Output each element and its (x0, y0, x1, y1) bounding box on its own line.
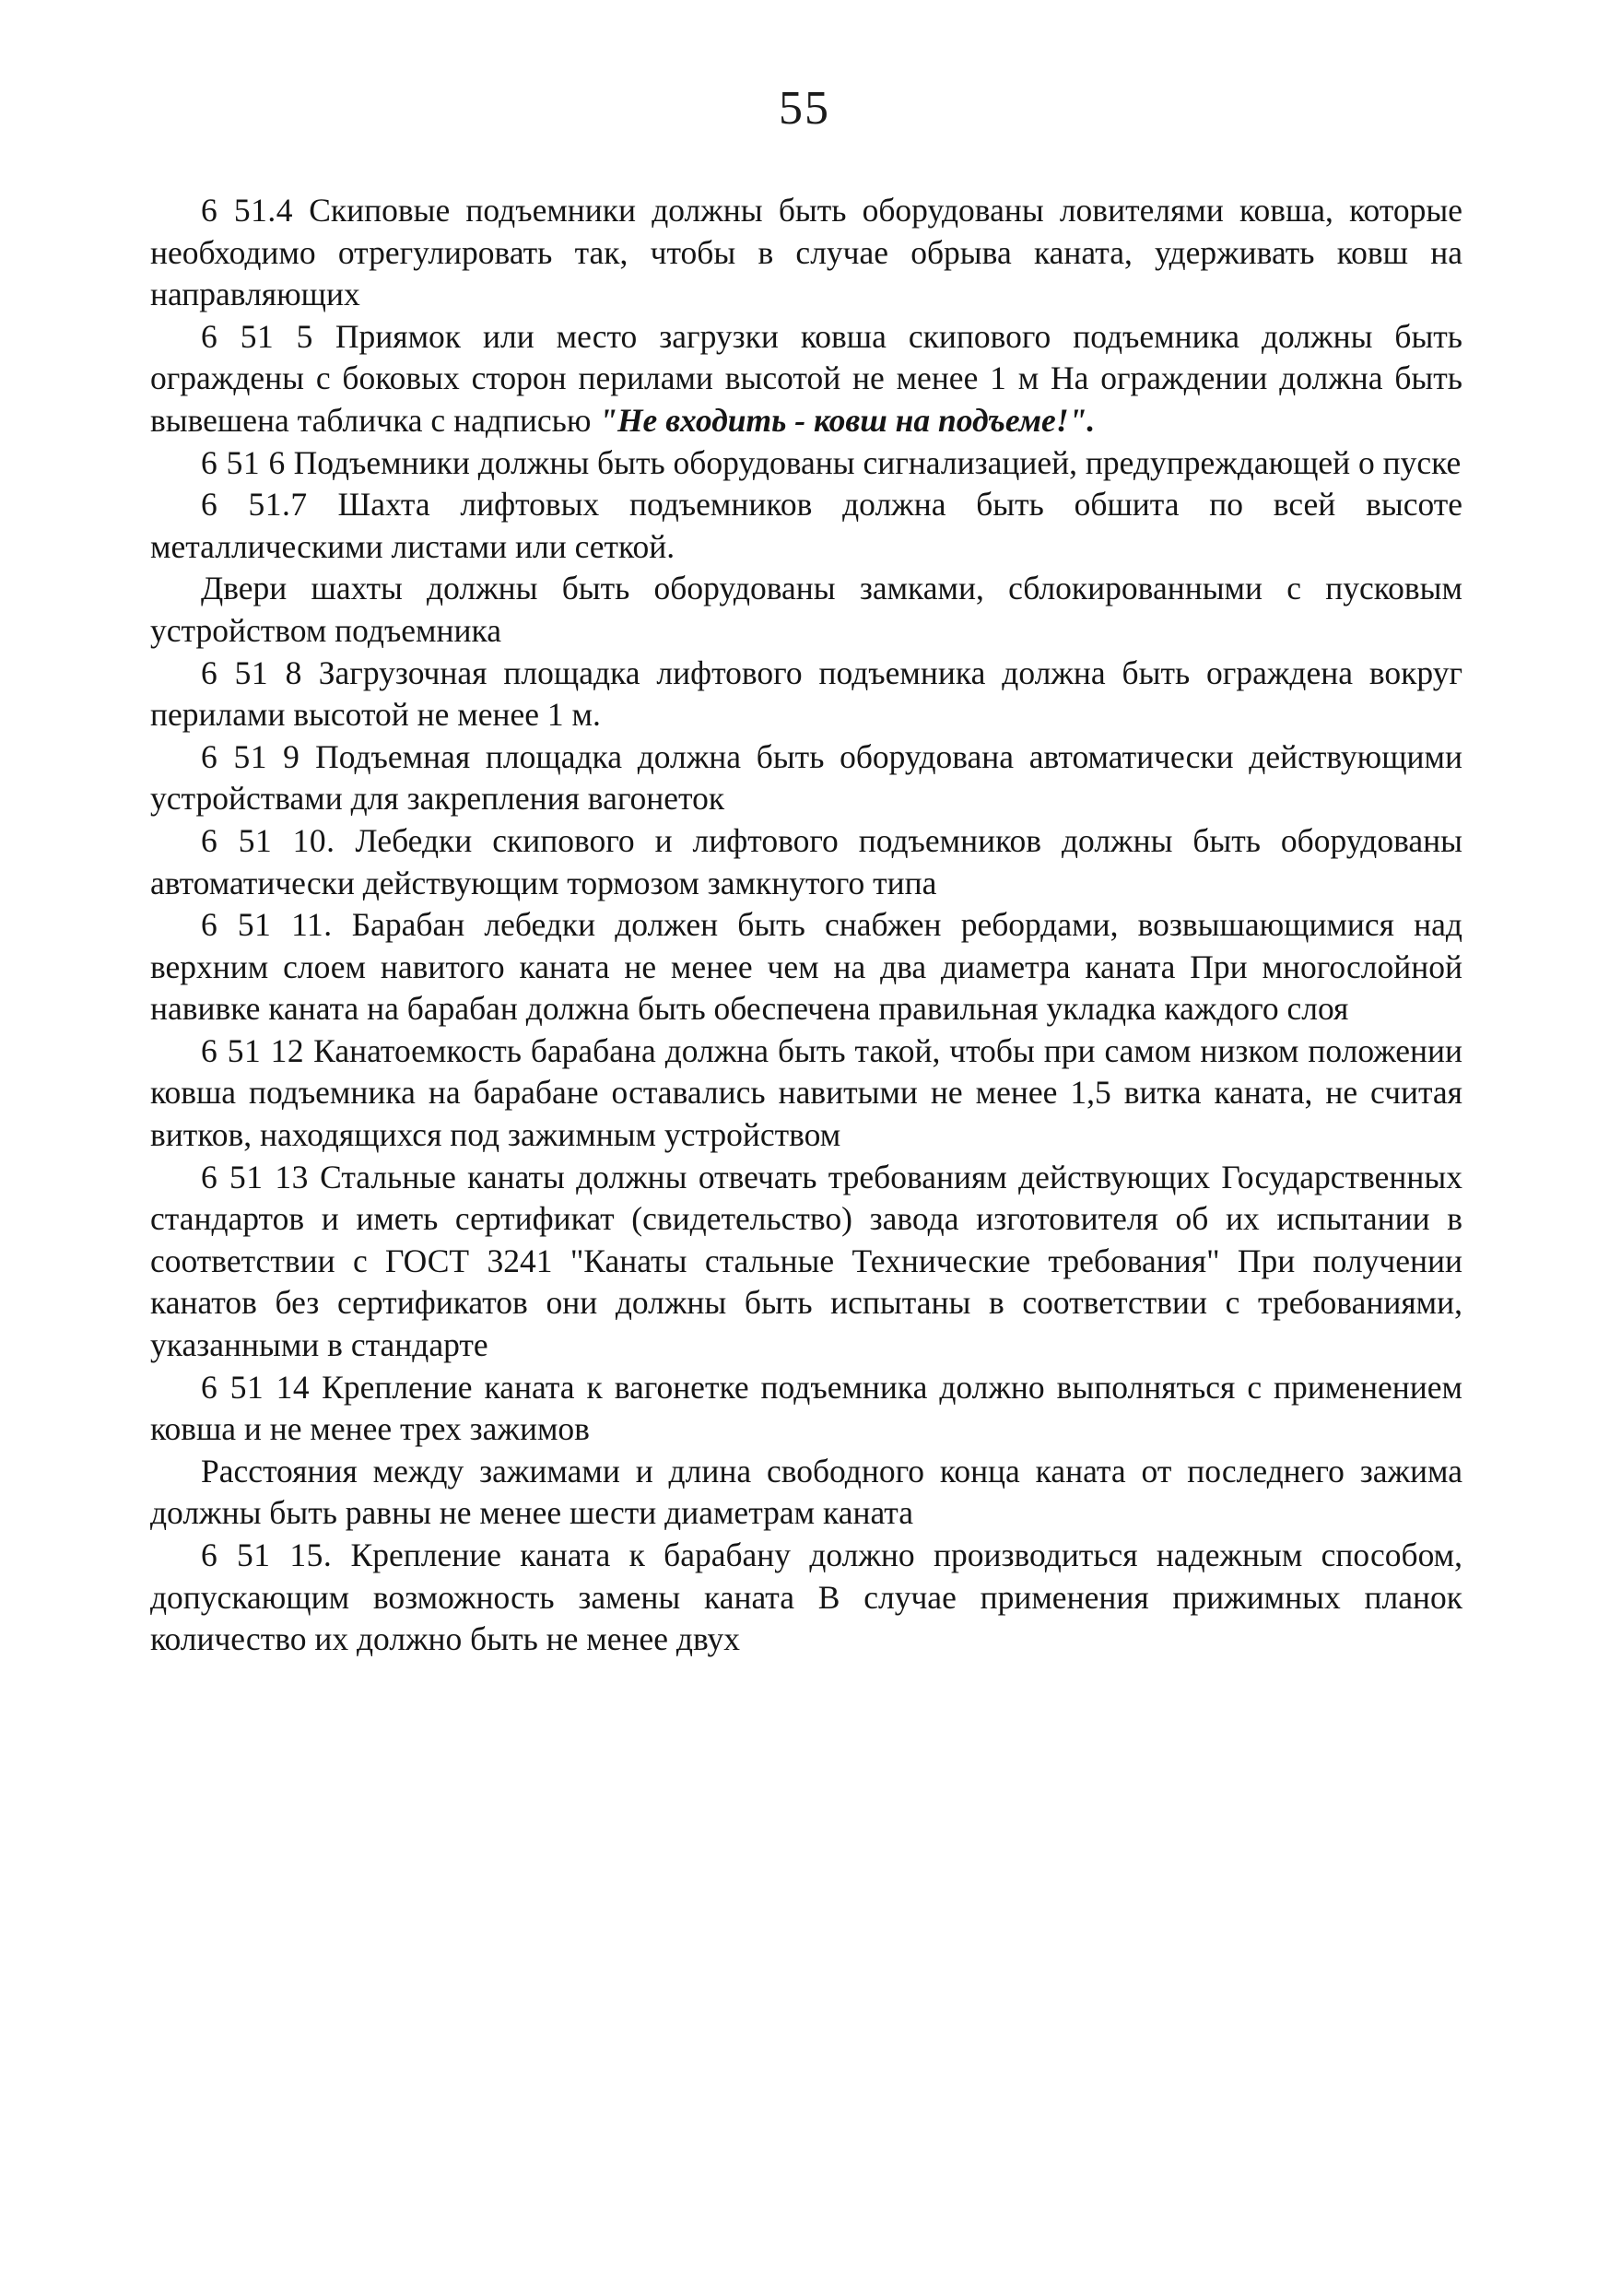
paragraph-text: Приямок или место загрузки ковша скипового подъемника должны быть ограждены с боковых сторон перилами высотой не менее 1 м На ограждении должна быть вывешена табличка с надписью (150, 317, 1462, 439)
clause-number: 6 51 8 (201, 653, 302, 691)
paragraph-6-51-7-doors (150, 568, 1462, 652)
paragraph-text: Шахта лифтовых подъемников должна быть обшита по всей высоте металлическими листами или сеткой. (150, 486, 1462, 565)
paragraph-text: Стальные канаты должны отвечать требованиям действующих Государственных стандартов и иметь сертификат (свидетельство) завода изготовителя об их испытании в соответствии с ГОСТ 3241 "Канаты стальные Технические требования" При получении канатов без сертификатов они должны быть испытаны в соответствии с требованиями, указанными в стандарте (150, 1158, 1462, 1364)
clause-number: 6 51 13 (201, 1158, 309, 1195)
paragraph-6-51-10 (150, 820, 1462, 904)
paragraph-text: Скиповые подъемники должны быть оборудованы ловителями ковша, которые необходимо отрегулировать так, чтобы в случае обрыва каната, удерживать ковш на направляющих (150, 192, 1462, 313)
clause-number: 6 51 14 (201, 1368, 311, 1406)
paragraph-text: Барабан лебедки должен быть снабжен ребордами, возвышающимися над верхним слоем навитого каната не менее чем на два диаметра каната При многослойной навивке каната на барабан должна быть обеспечена правильная укладка каждого слоя (150, 906, 1462, 1028)
clause-number: 6 51.7 (201, 486, 308, 524)
paragraph-text: Крепление каната к вагонетке подъемника должно выполняться с применением ковша и не менее трех зажимов (150, 1368, 1462, 1448)
paragraph-6-51-5 (150, 316, 1462, 442)
paragraph-text: Подъемники должны быть оборудованы сигнализацией, предупреждающей о пуске (285, 443, 1462, 481)
clause-number: 6 51 11. (201, 906, 333, 944)
warning-sign-text: "Не входить - ковш на подъеме!". (599, 401, 1096, 439)
paragraph-6-51-14-distance (150, 1451, 1462, 1535)
paragraph-6-51-12 (150, 1030, 1462, 1157)
paragraph-6-51-11 (150, 904, 1462, 1030)
clause-number: 6 51 9 (201, 737, 300, 775)
clause-number: 6 51 15. (201, 1537, 333, 1573)
clause-number: 6 51.4 (201, 192, 294, 229)
paragraph-text: Крепление каната к барабану должно производиться надежным способом, допускающим возможность замены каната В случае применения прижимных планок количество их должно быть не менее двух (150, 1537, 1463, 1658)
paragraph-text: Двери шахты должны быть оборудованы замками, сблокированными с пусковым устройством подъемника (150, 570, 1462, 649)
page-number: 55 (779, 82, 830, 135)
paragraph-6-51-15 (150, 1535, 1462, 1661)
clause-number: 6 51 5 (201, 317, 313, 355)
paragraph-6-51-13 (150, 1157, 1462, 1367)
paragraph-6-51-9 (150, 736, 1462, 820)
clause-number: 6 51 6 (201, 443, 286, 481)
clause-number: 6 51 10. (201, 821, 335, 859)
paragraph-text: Расстояния между зажимами и длина свободного конца каната от последнего зажима должны быть равны не менее шести диаметрам каната (150, 1452, 1462, 1532)
paragraph-text: Канатоемкость барабана должна быть такой, чтобы при самом низком положении ковша подъемника на барабане оставались навитыми не менее 1,5 витка каната, не считая витков, находящихся под зажимным устройством (150, 1031, 1463, 1154)
paragraph-6-51-6 (150, 442, 1462, 485)
document-body (150, 190, 1462, 1661)
paragraph-6-51-14 (150, 1367, 1462, 1451)
paragraph-text: Лебедки скипового и лифтового подъемников должны быть оборудованы автоматически действующим тормозом замкнутого типа (150, 821, 1463, 901)
paragraph-6-51-8 (150, 653, 1462, 736)
paragraph-text: Подъемная площадка должна быть оборудована автоматически действующими устройствами для закрепления вагонеток (150, 737, 1463, 818)
paragraph-text: Загрузочная площадка лифтового подъемника должна быть ограждена вокруг перилами высотой не менее 1 м. (150, 653, 1463, 734)
paragraph-6-51-4 (150, 190, 1462, 316)
clause-number: 6 51 12 (201, 1031, 305, 1069)
paragraph-6-51-7 (150, 484, 1462, 568)
